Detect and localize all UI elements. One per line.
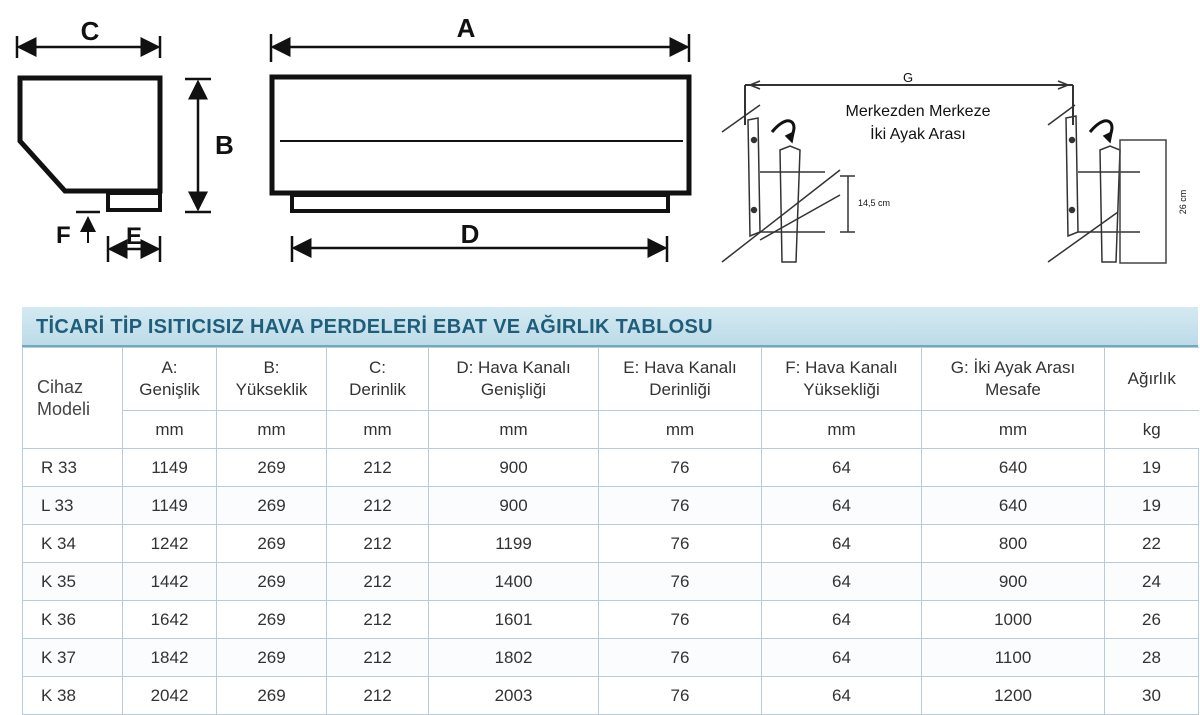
bracket-caption-line2: İki Ayak Arası (870, 126, 966, 143)
unit-cell: mm (217, 411, 327, 449)
dim-g-label: G (902, 70, 914, 85)
table-cell: 76 (599, 563, 762, 601)
table-row (23, 449, 1199, 487)
table-cell: 212 (327, 525, 429, 563)
table-cell: 1242 (123, 525, 217, 563)
table-cell: 76 (599, 601, 762, 639)
model-cell: K 38 (23, 677, 123, 715)
table-cell: 269 (217, 449, 327, 487)
model-cell: K 34 (23, 525, 123, 563)
table-cell: 1149 (123, 449, 217, 487)
dim-c-label: C (80, 16, 100, 46)
table-cell: 1442 (123, 563, 217, 601)
table-cell: 1100 (922, 639, 1105, 677)
table-cell: 900 (429, 487, 599, 525)
table-cell: 640 (922, 487, 1105, 525)
model-cell: K 37 (23, 639, 123, 677)
table-cell: 900 (922, 563, 1105, 601)
table-row (23, 639, 1199, 677)
table-cell: 64 (762, 563, 922, 601)
table-cell: 1199 (429, 525, 599, 563)
table-cell: 212 (327, 563, 429, 601)
table-cell: 26 (1105, 601, 1199, 639)
table-cell: 22 (1105, 525, 1199, 563)
table-cell: 1601 (429, 601, 599, 639)
header-d: D: Hava Kanalı Genişliği (429, 348, 599, 411)
table-cell: 212 (327, 601, 429, 639)
table-cell: 28 (1105, 639, 1199, 677)
header-e: E: Hava Kanalı Derinliği (599, 348, 762, 411)
dim-e-label: E (125, 223, 143, 250)
table-cell: 212 (327, 449, 429, 487)
table-cell: 1000 (922, 601, 1105, 639)
unit-cell: kg (1105, 411, 1199, 449)
unit-cell: mm (599, 411, 762, 449)
table-cell: 19 (1105, 487, 1199, 525)
table-cell: 76 (599, 525, 762, 563)
table-cell: 1200 (922, 677, 1105, 715)
header-g: G: İki Ayak Arası Mesafe (922, 348, 1105, 411)
table-cell: 269 (217, 677, 327, 715)
dimension-drawings (0, 0, 1200, 300)
unit-cell: mm (123, 411, 217, 449)
table-cell: 1802 (429, 639, 599, 677)
dim-d-label: D (460, 219, 480, 249)
header-a: A: Genişlik (123, 348, 217, 411)
table-cell: 19 (1105, 449, 1199, 487)
table-cell: 1149 (123, 487, 217, 525)
dim-f-label: F (56, 222, 71, 249)
model-cell: K 36 (23, 601, 123, 639)
table-cell: 212 (327, 487, 429, 525)
unit-cell: mm (429, 411, 599, 449)
table-cell: 800 (922, 525, 1105, 563)
table-cell: 212 (327, 639, 429, 677)
table-cell: 212 (327, 677, 429, 715)
header-weight: Ağırlık (1105, 348, 1199, 411)
model-cell: K 35 (23, 563, 123, 601)
table-cell: 269 (217, 639, 327, 677)
table-cell: 64 (762, 525, 922, 563)
unit-cell: mm (762, 411, 922, 449)
table-cell: 900 (429, 449, 599, 487)
table-cell: 64 (762, 677, 922, 715)
model-cell: L 33 (23, 487, 123, 525)
table-cell: 269 (217, 487, 327, 525)
table-cell: 24 (1105, 563, 1199, 601)
table-cell: 76 (599, 487, 762, 525)
table-cell: 269 (217, 563, 327, 601)
header-c: C: Derinlik (327, 348, 429, 411)
table-cell: 1642 (123, 601, 217, 639)
table-row (23, 487, 1199, 525)
header-b: B: Yükseklik (217, 348, 327, 411)
table-row (23, 525, 1199, 563)
table-cell: 640 (922, 449, 1105, 487)
table-cell: 76 (599, 449, 762, 487)
spec-table (22, 347, 1199, 715)
table-cell: 64 (762, 487, 922, 525)
dimension-weight-table (22, 307, 1198, 715)
table-cell: 269 (217, 601, 327, 639)
table-cell: 76 (599, 639, 762, 677)
table-cell: 64 (762, 601, 922, 639)
table-cell: 64 (762, 449, 922, 487)
table-cell: 64 (762, 639, 922, 677)
dim-b-label: B (215, 130, 234, 160)
table-cell: 2042 (123, 677, 217, 715)
table-cell: 30 (1105, 677, 1199, 715)
unit-cell: mm (922, 411, 1105, 449)
table-title: TİCARİ TİP ISITICISIZ HAVA PERDELERİ EBAT VE AĞIRLIK TABLOSU (22, 307, 1198, 347)
dim-small-label: 14,5 cm (858, 198, 891, 208)
unit-cell: mm (327, 411, 429, 449)
table-cell: 1842 (123, 639, 217, 677)
side-profile-drawing (17, 16, 234, 262)
table-cell: 76 (599, 677, 762, 715)
bracket-caption-line1: Merkezden Merkeze (845, 103, 991, 120)
table-cell: 1400 (429, 563, 599, 601)
dim-tall-label: 26 cm (1178, 189, 1188, 215)
dim-a-label: A (456, 13, 476, 43)
model-cell: R 33 (23, 449, 123, 487)
table-row (23, 601, 1199, 639)
table-row (23, 677, 1199, 715)
table-cell: 2003 (429, 677, 599, 715)
header-f: F: Hava Kanalı Yüksekliği (762, 348, 922, 411)
table-cell: 269 (217, 525, 327, 563)
model-header: Cihaz Modeli (23, 348, 123, 449)
table-row (23, 563, 1199, 601)
front-view-drawing (271, 13, 689, 262)
